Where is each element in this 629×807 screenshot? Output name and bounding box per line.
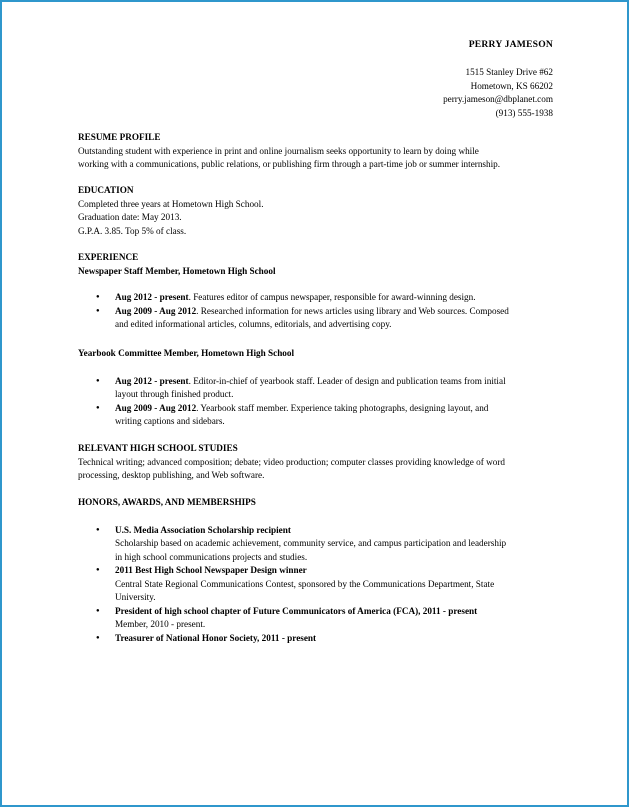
job-title: Yearbook Committee Member, Hometown High School xyxy=(78,348,295,358)
contact-block xyxy=(443,66,553,120)
email: perry.jameson@dbplanet.com xyxy=(443,94,553,104)
education-heading: EDUCATION xyxy=(78,185,134,195)
profile-heading: RESUME PROFILE xyxy=(78,132,161,142)
honors-list xyxy=(78,524,553,646)
job-duties xyxy=(78,291,553,332)
education-line: G.P.A. 3.85. Top 5% of class. xyxy=(78,225,187,236)
list-item: ● Treasurer of National Honor Society, 2011 - present xyxy=(78,632,553,646)
honors-heading: HONORS, AWARDS, AND MEMBERSHIPS xyxy=(78,497,256,507)
experience-job-2 xyxy=(78,347,553,429)
profile-line: Outstanding student with experience in print and online journalism seeks opportunity to learn by doing while xyxy=(78,145,479,156)
experience-heading: EXPERIENCE xyxy=(78,252,139,262)
phone: (913) 555-1938 xyxy=(495,107,553,118)
address-line-2: Hometown, KS 66202 xyxy=(470,80,553,91)
experience-section xyxy=(78,251,553,332)
address-line-1: 1515 Stanley Drive #62 xyxy=(465,67,553,77)
education-section xyxy=(78,184,553,238)
job-duties xyxy=(78,375,553,429)
profile-section xyxy=(78,131,553,172)
list-item: ● Aug 2009 - Aug 2012. Yearbook staff member. Experience taking photographs, designing layout, and writing captions and sidebars. xyxy=(78,402,553,429)
studies-line: Technical writing; advanced composition; debate; video production; computer classes providing knowledge of word xyxy=(78,456,505,467)
list-item: ● Aug 2012 - present. Editor-in-chief of yearbook staff. Leader of design and publication teams from initial layout through finished product. xyxy=(78,375,553,402)
studies-heading: RELEVANT HIGH SCHOOL STUDIES xyxy=(78,443,238,453)
studies-section xyxy=(78,442,553,483)
education-line: Graduation date: May 2013. xyxy=(78,212,182,222)
list-item: ● U.S. Media Association Scholarship recipient Scholarship based on academic achievement, community service, and campus participation and leadership in high school communications projects and studies. xyxy=(78,524,553,565)
honors-section xyxy=(78,496,553,645)
education-line: Completed three years at Hometown High School. xyxy=(78,198,264,209)
candidate-name: PERRY JAMESON xyxy=(468,39,553,50)
list-item: ● 2011 Best High School Newspaper Design winner Central State Regional Communications Contest, sponsored by the Communications Department, State University. xyxy=(78,564,553,605)
list-item: ● Aug 2012 - present. Features editor of campus newspaper, responsible for award-winning design. xyxy=(78,291,553,305)
job-title: Newspaper Staff Member, Hometown High School xyxy=(78,265,276,276)
profile-line: working with a communications, public relations, or publishing firm through a part-time job or summer internship. xyxy=(78,159,501,169)
studies-line: processing, desktop publishing, and Web software. xyxy=(78,470,265,480)
list-item: ● President of high school chapter of Future Communicators of America (FCA), 2011 - present Member, 2010 - present. xyxy=(78,605,553,632)
list-item: ● Aug 2009 - Aug 2012. Researched information for news articles using library and Web sources. Composed and edited informational articles, columns, editorials, and advertising copy. xyxy=(78,305,553,332)
